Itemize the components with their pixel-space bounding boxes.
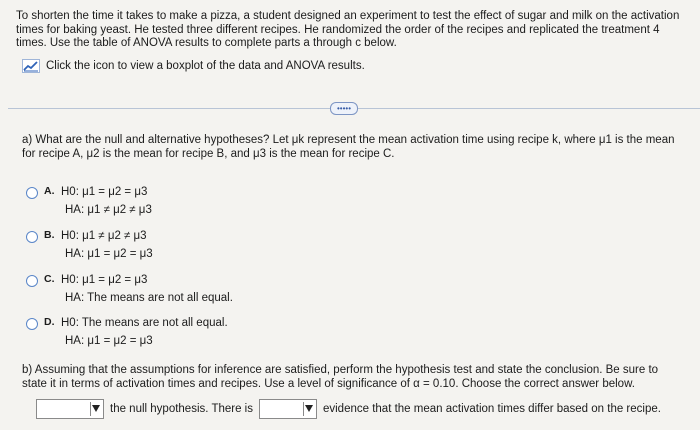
option-d-alt: HA: μ1 = μ2 = μ3 — [65, 335, 153, 347]
radio-option-c[interactable] — [26, 275, 38, 287]
expand-button[interactable]: ••••• — [330, 102, 358, 115]
radio-option-a[interactable] — [26, 187, 38, 199]
option-b-alt: HA: μ1 = μ2 = μ3 — [65, 248, 153, 260]
problem-intro: To shorten the time it takes to make a pizza, a student designed an experiment to test the effect of sugar and milk on the activation times for baking yeast. He tested three different recipes. He randomized the order of the recipes and replicated the treatment 4 times. Use the table of ANOVA results to complete parts a through c below. — [16, 10, 680, 49]
option-b-null: H0: μ1 ≠ μ2 ≠ μ3 — [61, 230, 147, 242]
option-a-letter: A. — [44, 185, 55, 197]
option-c-alt: HA: The means are not all equal. — [65, 292, 233, 304]
option-a-null: H0: μ1 = μ2 = μ3 — [61, 186, 148, 198]
option-c-null: H0: μ1 = μ2 = μ3 — [61, 274, 148, 286]
chart-icon[interactable] — [22, 59, 40, 73]
boxplot-link[interactable] — [22, 59, 365, 73]
option-a[interactable] — [26, 185, 152, 217]
option-b[interactable] — [26, 229, 153, 261]
part-a-question: a) What are the null and alternative hypotheses? Let μk represent the mean activation time using recipe k, where μ1 is the mean for recipe A, μ2 is the mean for recipe B, and μ3 is the mean for recipe C. — [22, 134, 675, 160]
option-c-letter: C. — [44, 273, 55, 285]
answer-text-1: the null hypothesis. There is — [110, 403, 253, 415]
boxplot-link-label[interactable]: Click the icon to view a boxplot of the data and ANOVA results. — [46, 60, 365, 72]
chevron-down-icon[interactable] — [92, 405, 100, 412]
conclusion-dropdown[interactable] — [36, 399, 104, 419]
answer-text-2: evidence that the mean activation times differ based on the recipe. — [322, 403, 661, 415]
dropdown-separator — [303, 402, 304, 416]
chevron-down-icon[interactable] — [305, 405, 313, 412]
radio-option-d[interactable] — [26, 318, 38, 330]
option-a-alt: HA: μ1 ≠ μ2 ≠ μ3 — [65, 204, 152, 216]
part-b-question: b) Assuming that the assumptions for inference are satisfied, perform the hypothesis test and state the conclusion. Be sure to state it in terms of activation times and recipes. Use a level of significance of α = 0.10. Choose the correct answer below. — [22, 364, 659, 390]
part-b-answer-row — [36, 399, 667, 419]
option-d-letter: D. — [44, 316, 55, 328]
evidence-dropdown[interactable] — [259, 399, 317, 419]
radio-option-b[interactable] — [26, 231, 38, 243]
dropdown-separator — [90, 402, 91, 416]
option-c[interactable] — [26, 273, 233, 305]
option-b-letter: B. — [44, 229, 55, 241]
option-d[interactable] — [26, 316, 228, 348]
option-d-null: H0: The means are not all equal. — [61, 317, 228, 329]
